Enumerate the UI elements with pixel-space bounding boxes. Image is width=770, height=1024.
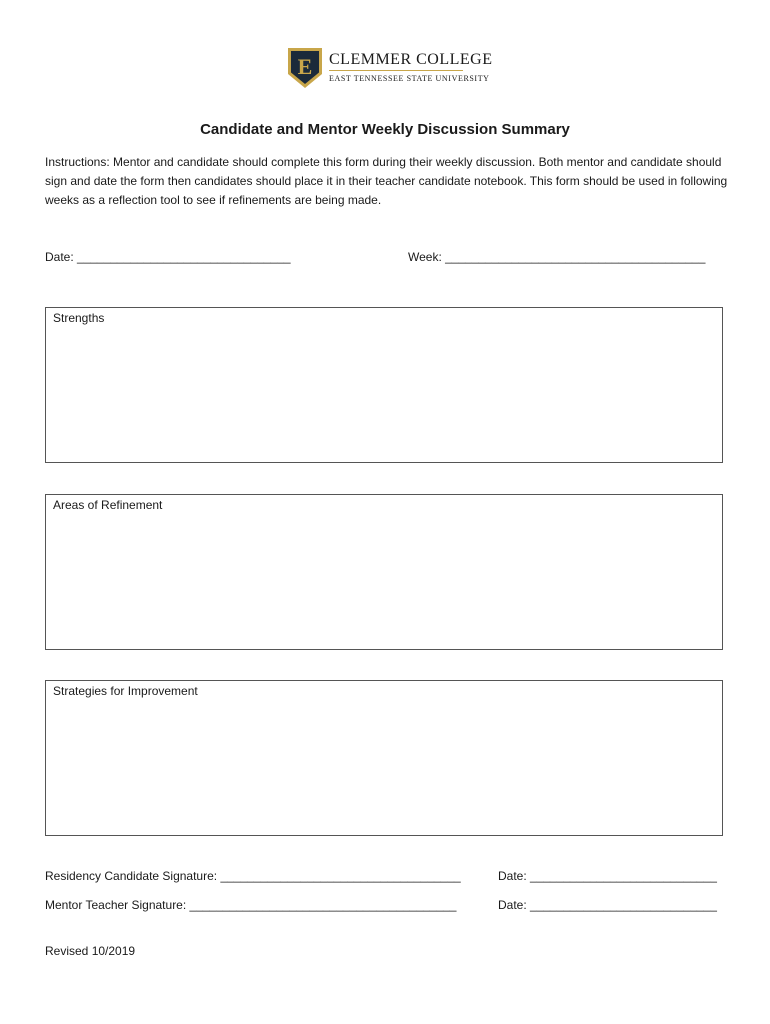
revision-note: Revised 10/2019 <box>45 944 136 958</box>
mentor-signature-field[interactable]: Mentor Teacher Signature: ________________________________________ <box>45 898 457 912</box>
week-field[interactable]: Week: _______________________________________ <box>408 250 706 264</box>
strategies-for-improvement-label: Strategies for Improvement <box>53 684 198 698</box>
date-field[interactable]: Date: ________________________________ <box>45 250 291 264</box>
logo-college-name: CLEMMER COLLEGE <box>329 51 493 68</box>
form-title: Candidate and Mentor Weekly Discussion Summary <box>200 121 570 138</box>
candidate-date-field[interactable]: Date: ____________________________ <box>498 869 717 883</box>
areas-of-refinement-box[interactable] <box>45 494 723 650</box>
strengths-box[interactable] <box>45 307 723 463</box>
mentor-date-field[interactable]: Date: ____________________________ <box>498 898 717 912</box>
logo-divider <box>329 70 463 71</box>
candidate-signature-field[interactable]: Residency Candidate Signature: ____________________________________ <box>45 869 461 883</box>
instructions-text: Instructions: Mentor and candidate should complete this form during their weekly discussion. Both mentor and candidate should sign and date the form then candidates should place it in their teacher candidate notebook. This form should be used in following weeks as a reflection tool to see if refinements are being made. <box>45 155 728 207</box>
college-logo <box>288 48 493 90</box>
strengths-label: Strengths <box>53 311 105 325</box>
areas-of-refinement-label: Areas of Refinement <box>53 498 163 512</box>
logo-mark-letter: E <box>297 54 313 79</box>
logo-university-name: EAST TENNESSEE STATE UNIVERSITY <box>329 74 490 83</box>
strategies-for-improvement-box[interactable] <box>45 680 723 836</box>
etsu-shield-icon <box>288 48 322 88</box>
